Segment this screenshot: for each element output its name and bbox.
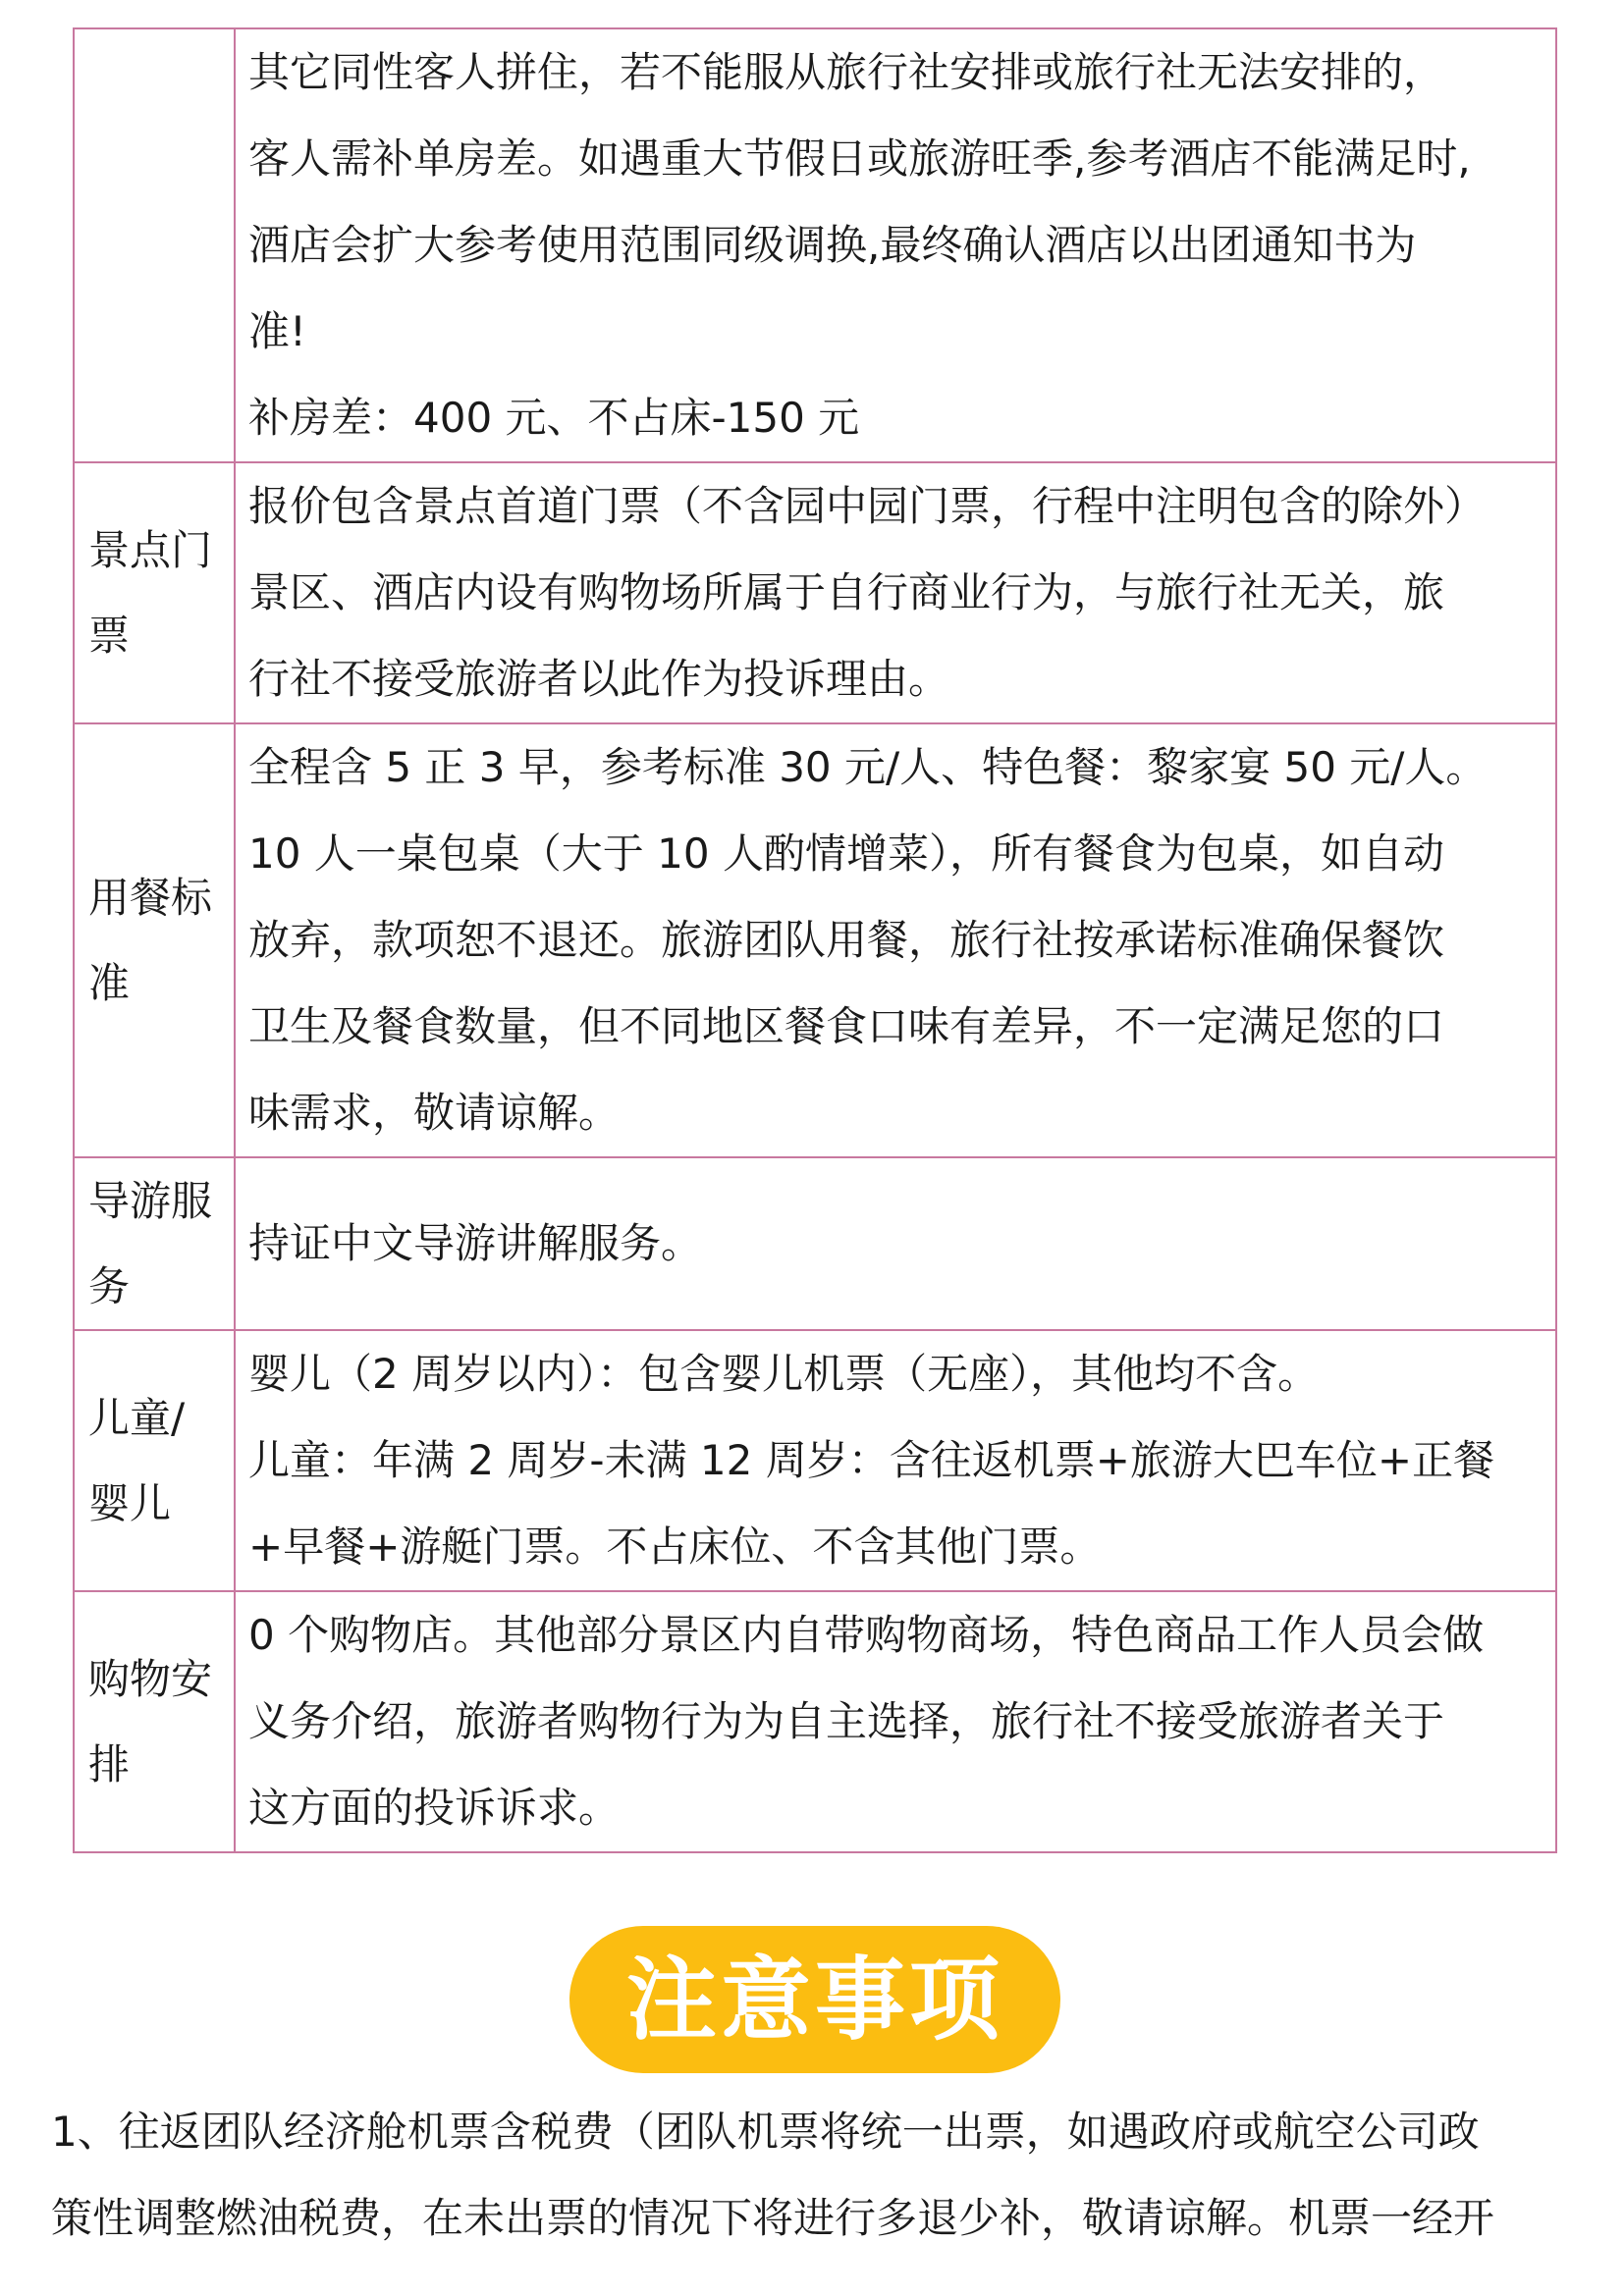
row-label-hotel (74, 28, 235, 462)
row-content-guide (235, 1157, 1556, 1330)
label-line: 儿童/ (88, 1394, 186, 1442)
row-content-meals (235, 723, 1556, 1157)
content-line: 景区、酒店内设有购物场所属于自行商业行为，与旅行社无关，旅 (248, 568, 1445, 616)
label-line: 导游服 (88, 1177, 213, 1225)
row-label-meals (74, 723, 235, 1157)
content-line: 补房差：400 元、不占床-150 元 (248, 394, 860, 442)
row-label-shopping (74, 1591, 235, 1852)
content-line: 全程含 5 正 3 早，参考标准 30 元/人、特色餐：黎家宴 50 元/人。 (248, 743, 1488, 791)
content-line: 酒店会扩大参考使用范围同级调换,最终确认酒店以出团通知书为 (248, 221, 1417, 269)
row-content-tickets (235, 462, 1556, 723)
table-row-meals (74, 723, 1556, 1157)
row-label-tickets (74, 462, 235, 723)
content-line: 0 个购物店。其他部分景区内自带购物商场，特色商品工作人员会做 (248, 1611, 1485, 1659)
table-row-children (74, 1330, 1556, 1591)
content-line: 报价包含景点首道门票（不含园中园门票，行程中注明包含的除外） (248, 482, 1487, 530)
content-line: 持证中文导游讲解服务。 (248, 1219, 703, 1267)
table-row-shopping (74, 1591, 1556, 1852)
label-line: 排 (88, 1740, 131, 1789)
content-line: 义务介绍，旅游者购物行为为自主选择，旅行社不接受旅游者关于 (248, 1697, 1445, 1745)
content-line: 准! (248, 307, 306, 355)
notice-line: 1、往返团队经济舱机票含税费（团队机票将统一出票，如遇政府或航空公司政 (51, 2108, 1480, 2156)
content-line: 放弃，款项恕不退还。旅游团队用餐，旅行社按承诺标准确保餐饮 (248, 916, 1445, 964)
row-content-shopping (235, 1591, 1556, 1852)
content-line: 儿童：年满 2 周岁-未满 12 周岁：含往返机票+旅游大巴车位+正餐 (248, 1436, 1495, 1484)
label-line: 准 (88, 959, 131, 1007)
notice-line: 策性调整燃油税费，在未出票的情况下将进行多退少补，敬请谅解。机票一经开 (51, 2194, 1495, 2242)
row-label-children (74, 1330, 235, 1591)
notice-section-title: 注意事项 (569, 1926, 1060, 2073)
content-line: 10 人一桌包桌（大于 10 人酌情增菜），所有餐食为包桌，如自动 (248, 829, 1444, 878)
label-line: 务 (88, 1262, 131, 1310)
row-content-children (235, 1330, 1556, 1591)
content-line: +早餐+游艇门票。不占床位、不含其他门票。 (248, 1522, 1102, 1571)
row-label-guide (74, 1157, 235, 1330)
content-line: 味需求，敬请谅解。 (248, 1089, 621, 1137)
content-line: 行社不接受旅游者以此作为投诉理由。 (248, 655, 950, 703)
label-line: 购物安 (88, 1655, 213, 1703)
label-line: 婴儿 (88, 1479, 172, 1527)
notice-body (51, 2089, 1583, 2262)
itinerary-details-table (73, 27, 1557, 1853)
content-line: 这方面的投诉诉求。 (248, 1784, 621, 1832)
content-line: 其它同性客人拼住，若不能服从旅行社安排或旅行社无法安排的， (248, 48, 1445, 96)
label-line: 票 (88, 612, 131, 660)
content-line: 卫生及餐食数量，但不同地区餐食口味有差异，不一定满足您的口 (248, 1002, 1445, 1050)
table-row-tickets (74, 462, 1556, 723)
table-row-hotel (74, 28, 1556, 462)
row-content-hotel (235, 28, 1556, 462)
table-row-guide (74, 1157, 1556, 1330)
label-line: 景点门 (88, 526, 213, 574)
content-line: 客人需补单房差。如遇重大节假日或旅游旺季,参考酒店不能满足时, (248, 134, 1471, 183)
content-line: 婴儿（2 周岁以内）：包含婴儿机票（无座），其他均不含。 (248, 1350, 1320, 1398)
label-line: 用餐标 (88, 874, 213, 922)
